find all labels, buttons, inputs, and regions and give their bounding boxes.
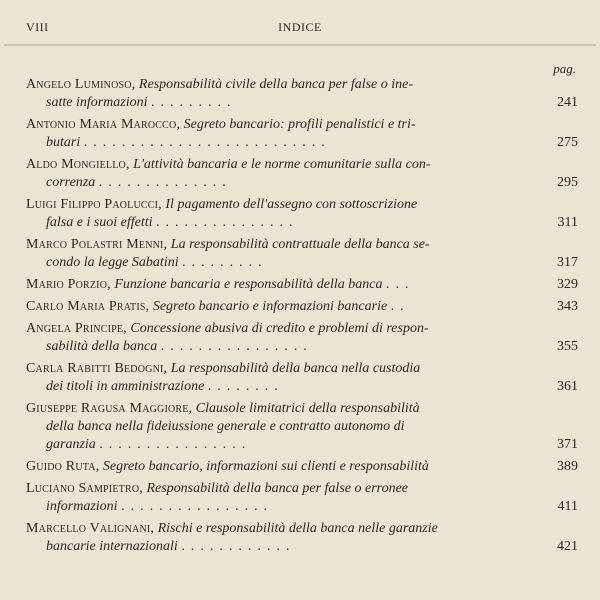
entry-author: Giuseppe Ragusa Maggiore, bbox=[26, 401, 193, 416]
entry-title-line-1: Responsabilità civile della banca per false o ine- bbox=[138, 77, 414, 92]
entry-continuation-line bbox=[26, 436, 538, 454]
entry-continuation-line bbox=[26, 254, 538, 272]
toc-entry[interactable] bbox=[26, 480, 578, 516]
leader-dots: ......... bbox=[182, 255, 268, 270]
entry-first-line bbox=[26, 116, 538, 134]
entry-author: Marcello Valignani, bbox=[26, 521, 155, 536]
toc-entry[interactable] bbox=[26, 520, 578, 556]
leader-dots: ........ bbox=[207, 379, 284, 394]
toc-entry[interactable] bbox=[26, 76, 578, 112]
entry-author: Antonio Maria Marocco, bbox=[26, 117, 181, 132]
entry-first-line bbox=[26, 400, 538, 418]
entry-title-line-1: La responsabilità contrattuale della banca se- bbox=[170, 237, 430, 252]
toc-entry[interactable] bbox=[26, 276, 578, 294]
entry-first-line bbox=[26, 320, 538, 338]
entry-continuation-line bbox=[26, 378, 538, 396]
entry-title-line-2: informazioni bbox=[46, 499, 118, 514]
entry-page-number: 329 bbox=[557, 277, 578, 292]
entry-title-line-2: sabilità della banca bbox=[46, 339, 158, 354]
entry-title-line-2: satte informazioni bbox=[46, 95, 148, 110]
entry-title-line-1: Funzione bancaria e responsabilità della banca bbox=[114, 277, 383, 292]
entry-page-number: 311 bbox=[557, 215, 578, 230]
toc-entry[interactable] bbox=[26, 196, 578, 232]
entry-page-number: 275 bbox=[557, 135, 578, 150]
entry-first-line bbox=[26, 458, 538, 476]
table-of-contents bbox=[26, 76, 578, 560]
toc-entry[interactable] bbox=[26, 236, 578, 272]
entry-title-line-1: Segreto bancario: profili penalistici e tri- bbox=[183, 117, 416, 132]
entry-page-number: 411 bbox=[557, 499, 578, 514]
entry-title-line-2: dei titoli in amministrazione bbox=[46, 379, 205, 394]
entry-author: Marco Polastri Menni, bbox=[26, 237, 168, 252]
entry-first-line bbox=[26, 276, 538, 294]
leader-dots: .......................... bbox=[83, 135, 331, 150]
leader-dots: ................ bbox=[160, 339, 313, 354]
entry-title-line-2: falsa e i suoi effetti bbox=[46, 215, 153, 230]
entry-continuation-line bbox=[26, 498, 538, 516]
entry-author: Luigi Filippo Paolucci, bbox=[26, 197, 162, 212]
toc-entry[interactable] bbox=[26, 116, 578, 152]
entry-first-line bbox=[26, 156, 538, 174]
entry-author: Angelo Luminoso, bbox=[26, 77, 136, 92]
toc-entry[interactable] bbox=[26, 298, 578, 316]
toc-entry[interactable] bbox=[26, 320, 578, 356]
entry-first-line bbox=[26, 520, 538, 538]
entry-page-number: 361 bbox=[557, 379, 578, 394]
entry-title-line-1: L'attività bancaria e le norme comunitarie sulla con- bbox=[133, 157, 431, 172]
toc-entry[interactable] bbox=[26, 400, 578, 454]
entry-continuation-line bbox=[26, 214, 538, 232]
toc-entry[interactable] bbox=[26, 360, 578, 396]
entry-title-line-1: Rischi e responsabilità della banca nelle garanzie bbox=[157, 521, 438, 536]
entry-title-line-1: Clausole limitatrici della responsabilità bbox=[195, 401, 420, 416]
entry-title-line-2: butari bbox=[46, 135, 81, 150]
entry-continuation-line bbox=[26, 418, 538, 436]
leader-dots: .............. bbox=[98, 175, 232, 190]
entry-first-line bbox=[26, 360, 538, 378]
entry-author: Aldo Mongiello, bbox=[26, 157, 130, 172]
entry-title-line-1: Concessione abusiva di credito e problemi di respon- bbox=[130, 321, 429, 336]
entry-first-line bbox=[26, 480, 538, 498]
entry-author: Mario Porzio, bbox=[26, 277, 111, 292]
entry-first-line bbox=[26, 298, 538, 316]
leader-dots: ......... bbox=[151, 95, 237, 110]
running-header bbox=[26, 20, 574, 38]
entry-page-number: 355 bbox=[557, 339, 578, 354]
entry-page-number: 421 bbox=[557, 539, 578, 554]
entry-continuation-line bbox=[26, 94, 538, 112]
entry-title-line-2: della banca nella fideiussione generale e contratto autonomo di bbox=[46, 419, 405, 434]
entry-first-line bbox=[26, 76, 538, 94]
entry-first-line bbox=[26, 236, 538, 254]
entry-page-number: 389 bbox=[557, 459, 578, 474]
entry-title-line-1: Segreto bancario e informazioni bancarie bbox=[152, 299, 388, 314]
entry-page-number: 295 bbox=[557, 175, 578, 190]
entry-continuation-line bbox=[26, 174, 538, 192]
entry-title-line-1: Segreto bancario, informazioni sui clienti e responsabilità bbox=[102, 459, 429, 474]
leader-dots: .. bbox=[390, 299, 410, 314]
entry-page-number: 371 bbox=[557, 437, 578, 452]
entry-continuation-line bbox=[26, 134, 538, 152]
leader-dots: ... bbox=[386, 277, 415, 292]
entry-continuation-line bbox=[26, 338, 538, 356]
entry-page-number: 343 bbox=[557, 299, 578, 314]
entry-title-line-2: bancarie internazionali bbox=[46, 539, 178, 554]
entry-title-line-1: Responsabilità della banca per false o erronee bbox=[146, 481, 409, 496]
entry-title-line-1: La responsabilità della banca nella custodia bbox=[170, 361, 421, 376]
header-section-title: INDICE bbox=[278, 20, 322, 34]
entry-author: Guido Ruta, bbox=[26, 459, 100, 474]
entry-first-line bbox=[26, 196, 538, 214]
toc-entry[interactable] bbox=[26, 458, 578, 476]
header-rule bbox=[4, 44, 596, 46]
leader-dots: ............ bbox=[181, 539, 296, 554]
header-page-number: VIII bbox=[26, 20, 49, 34]
page-column-label: pag. bbox=[553, 61, 576, 76]
entry-author: Luciano Sampietro, bbox=[26, 481, 143, 496]
entry-author: Angela Principe, bbox=[26, 321, 127, 336]
entry-continuation-line bbox=[26, 538, 538, 556]
entry-author: Carla Rabitti Bedogni, bbox=[26, 361, 168, 376]
entry-page-number: 241 bbox=[557, 95, 578, 110]
entry-title-line-2: condo la legge Sabatini bbox=[46, 255, 179, 270]
toc-entry[interactable] bbox=[26, 156, 578, 192]
entry-page-number: 317 bbox=[557, 255, 578, 270]
leader-dots: ............... bbox=[156, 215, 299, 230]
leader-dots: ................ bbox=[99, 437, 252, 452]
entry-title-line-1: Il pagamento dell'assegno con sottoscrizione bbox=[165, 197, 418, 212]
entry-title-line-2: correnza bbox=[46, 175, 96, 190]
entry-title-line-3: garanzia bbox=[46, 437, 96, 452]
entry-author: Carlo Maria Pratis, bbox=[26, 299, 150, 314]
leader-dots: ................ bbox=[121, 499, 274, 514]
